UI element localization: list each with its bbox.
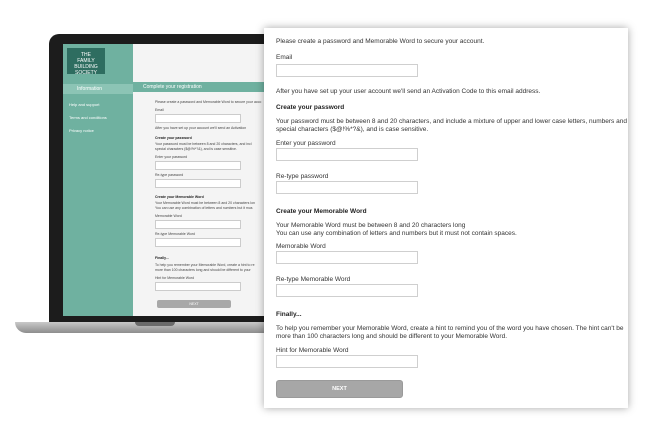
mini-hint-input[interactable]: [155, 282, 241, 291]
laptop-display: [63, 44, 283, 316]
hint-input[interactable]: [276, 355, 418, 368]
hint-label: Hint for Memorable Word: [276, 347, 349, 354]
nav-item-terms[interactable]: Terms and conditions: [69, 115, 107, 120]
mini-next-button[interactable]: NEXT: [157, 300, 231, 308]
memorable-heading: Create your Memorable Word: [276, 208, 367, 215]
mini-text: You can use any combination of letters and numbers but it mus: [155, 206, 253, 210]
email-label: Email: [276, 54, 293, 61]
mini-text: Memorable Word: [155, 214, 182, 218]
mini-page-title: Complete your registration: [133, 82, 283, 92]
finally-heading: Finally...: [276, 311, 302, 318]
email-input[interactable]: [276, 64, 418, 77]
password-heading: Create your password: [276, 104, 345, 111]
hint-text: To help you remember your Memorable Word, create a hint to remind you of the word you have chosen. The hint can't be: [276, 325, 624, 332]
activation-note: After you have set up your user account we'll send an Activation Code to this email address.: [276, 88, 541, 95]
mini-heading: Create your Memorable Word: [155, 195, 204, 199]
intro-text: Please create a password and Memorable Word to secure your account.: [276, 38, 485, 45]
logo-line: THE: [81, 52, 91, 58]
retype-memorable-label: Re-type Memorable Word: [276, 276, 351, 283]
mini-main: [133, 44, 283, 316]
mini-text: Please create a password and Memorable Word to secure your acco: [155, 100, 262, 104]
hint-text: more than 100 characters long and should be different to your Memorable Word.: [276, 333, 508, 340]
logo-line: BUILDING: [74, 64, 98, 70]
laptop-screen: [49, 34, 277, 324]
mini-text: special characters ($@!%*?&), and is case sensitive.: [155, 147, 237, 151]
mini-heading: Finally...: [155, 256, 169, 260]
mini-retype-memorable-input[interactable]: [155, 238, 241, 247]
registration-form-panel: [264, 28, 628, 408]
retype-password-label: Re-type password: [276, 173, 329, 180]
laptop-notch: [135, 322, 175, 326]
nav-item-information[interactable]: Information: [63, 84, 133, 94]
next-button[interactable]: NEXT: [276, 380, 403, 398]
password-input[interactable]: [276, 148, 418, 161]
mini-text: Enter your password: [155, 155, 188, 159]
password-rules: Your password must be between 8 and 20 characters, and include a mixture of upper and lower case letters, numbers and: [276, 118, 627, 125]
password-rules: special characters ($@!%*?&), and is case sensitive.: [276, 126, 429, 133]
mini-text: Your password must be between 8 and 20 characters, and incl: [155, 142, 252, 146]
logo-line: SOCIETY: [75, 70, 97, 76]
mini-memorable-input[interactable]: [155, 220, 241, 229]
laptop-base: [15, 322, 287, 333]
retype-password-input[interactable]: [276, 181, 418, 194]
logo-line: FAMILY: [77, 58, 95, 64]
mini-text: Hint for Memorable Word: [155, 276, 195, 280]
mini-text: Your Memorable Word must be between 8 and 20 characters lon: [155, 201, 256, 205]
mini-heading: Create your password: [155, 136, 192, 140]
memorable-rules: You can use any combination of letters and numbers but it must not contain spaces.: [276, 230, 517, 237]
mini-sidebar: [63, 44, 133, 316]
memorable-word-input[interactable]: [276, 251, 418, 264]
society-logo: [67, 48, 105, 74]
mini-retype-password-input[interactable]: [155, 179, 241, 188]
mini-text: To help you remember your Memorable Word, create a hint to re: [155, 263, 255, 267]
mini-text: Re-type Memorable Word: [155, 232, 196, 236]
mini-password-input[interactable]: [155, 161, 241, 170]
retype-memorable-word-input[interactable]: [276, 284, 418, 297]
nav-item-help[interactable]: Help and support: [69, 102, 100, 107]
mini-text: Re-type password: [155, 173, 184, 177]
nav-item-privacy[interactable]: Privacy notice: [69, 128, 94, 133]
memorable-rules: Your Memorable Word must be between 8 and 20 characters long: [276, 222, 466, 229]
password-label: Enter your password: [276, 140, 336, 147]
mini-text: After you have set up your account we'll send an Activation: [155, 126, 247, 130]
mini-email-input[interactable]: [155, 114, 241, 123]
memorable-label: Memorable Word: [276, 243, 326, 250]
mini-text: more than 100 characters long and should be different to your: [155, 268, 251, 272]
mini-text: Email: [155, 108, 164, 112]
